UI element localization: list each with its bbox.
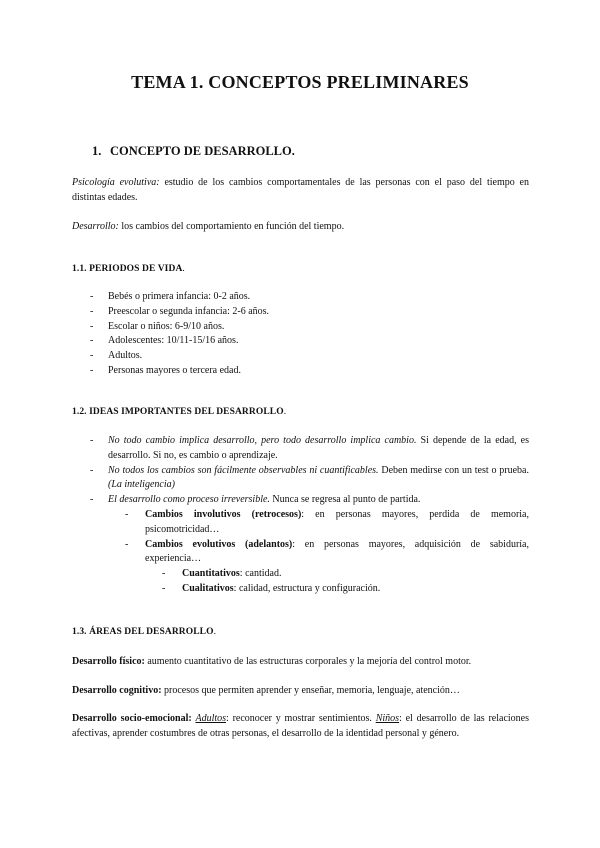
definition-desarrollo bbox=[72, 219, 529, 234]
bullet-dash: - bbox=[90, 435, 94, 446]
list-item bbox=[90, 464, 529, 494]
idea-text: Nunca se regresa al punto de partida. bbox=[269, 494, 421, 506]
text-desarrollo: los cambios del comportamiento en función del tiempo. bbox=[118, 221, 345, 232]
list-item bbox=[162, 582, 529, 597]
bullet-dash: - bbox=[162, 582, 166, 594]
list-item bbox=[125, 538, 529, 597]
list-item bbox=[90, 349, 529, 364]
cuantitativos-label: Cuantitativos bbox=[182, 568, 240, 580]
section-heading-1-1 bbox=[72, 264, 185, 274]
list-item bbox=[162, 567, 529, 582]
adultos-text: : reconocer y mostrar sentimientos. bbox=[226, 713, 376, 724]
area-fisico bbox=[72, 654, 529, 669]
list-item bbox=[90, 364, 529, 379]
bullet-dash: - bbox=[125, 538, 129, 550]
cuantitativos-text: : cantidad. bbox=[239, 568, 282, 580]
cualitativos-label: Cualitativos bbox=[182, 582, 234, 594]
section-label: CONCEPTO DE DESARROLLO. bbox=[110, 144, 295, 158]
heading-text: 1.2. IDEAS IMPORTANTES DEL DESARROLLO bbox=[72, 407, 284, 417]
idea-emphasis: No todos los cambios son fácilmente observables ni cuantificables. bbox=[108, 464, 379, 476]
list-item-text: Adolescentes: 10/11-15/16 años. bbox=[108, 335, 239, 347]
bullet-dash: - bbox=[90, 364, 94, 376]
ninos-label: Niños bbox=[375, 713, 400, 724]
bullet-dash: - bbox=[90, 335, 94, 347]
list-item-text: Preescolar o segunda infancia: 2-6 años. bbox=[108, 305, 270, 317]
list-item bbox=[90, 290, 529, 305]
heading-text: 1.1. PERIODOS DE VIDA bbox=[72, 264, 183, 274]
socio-label: Desarrollo socio-emocional: bbox=[72, 713, 192, 724]
list-item bbox=[90, 434, 529, 464]
definition-psicologia bbox=[72, 175, 529, 205]
bullet-dash: - bbox=[90, 350, 94, 362]
text-psicologia: estudio de los cambios comportamentales de las personas con el paso del tiempo en distintas edades. bbox=[72, 177, 529, 203]
evolutivos-text: : en personas mayores, adquisición de sabiduría, experiencia… bbox=[145, 538, 529, 565]
bullet-dash: - bbox=[90, 494, 94, 506]
periodos-list bbox=[90, 290, 529, 379]
cualitativos-text: : calidad, estructura y configuración. bbox=[233, 582, 381, 594]
bullet-dash: - bbox=[90, 464, 94, 476]
list-item bbox=[90, 320, 529, 335]
evolutivos-sublist bbox=[162, 567, 529, 597]
bullet-dash: - bbox=[90, 320, 94, 332]
bullet-dash: - bbox=[90, 305, 94, 317]
list-item bbox=[90, 305, 529, 320]
section-heading-1-2 bbox=[72, 407, 286, 417]
list-item bbox=[90, 493, 529, 597]
page-title: TEMA 1. CONCEPTOS PRELIMINARES bbox=[131, 72, 469, 92]
list-item-text: Personas mayores o tercera edad. bbox=[108, 364, 241, 376]
involutivos-label: Cambios involutivos (retrocesos) bbox=[145, 508, 302, 520]
ninos-text: : el desarrollo de las relaciones afectivas, aprender costumbres de otras personas, el desarrollo de la identidad personal y género. bbox=[72, 713, 530, 739]
idea-text: Deben medirse con un test o prueba. bbox=[378, 464, 529, 476]
ideas-list bbox=[90, 434, 529, 597]
adultos-label: Adultos bbox=[195, 713, 227, 724]
idea-emphasis: No todo cambio implica desarrollo, pero todo desarrollo implica cambio. bbox=[108, 435, 417, 446]
cognitivo-label: Desarrollo cognitivo: bbox=[72, 685, 162, 696]
cambios-sublist bbox=[125, 508, 529, 597]
bullet-dash: - bbox=[162, 568, 166, 580]
term-desarrollo: Desarrollo: bbox=[72, 221, 119, 232]
bullet-dash: - bbox=[125, 508, 129, 520]
heading-dot: . bbox=[182, 264, 185, 274]
term-psicologia: Psicología evolutiva: bbox=[72, 177, 160, 188]
section-heading-1 bbox=[92, 144, 295, 159]
list-item bbox=[125, 508, 529, 538]
heading-dot: . bbox=[213, 627, 217, 637]
list-item bbox=[90, 334, 529, 349]
section-number: 1. bbox=[92, 144, 102, 158]
idea-text: Si depende de la edad, es desarrollo. Si no, es cambio o aprendizaje. bbox=[108, 435, 529, 461]
cognitivo-text: procesos que permiten aprender y enseñar, memoria, lenguaje, atención… bbox=[161, 685, 460, 696]
list-item-text: Escolar o niños: 6-9/10 años. bbox=[108, 320, 225, 332]
idea-emphasis: El desarrollo como proceso irreversible. bbox=[108, 494, 270, 506]
heading-text: 1.3. ÁREAS DEL DESARROLLO bbox=[72, 627, 214, 637]
involutivos-text: : en personas mayores, perdida de memoria, psicomotricidad… bbox=[145, 508, 529, 535]
list-item-text: Adultos. bbox=[108, 350, 143, 362]
bullet-dash: - bbox=[90, 291, 94, 302]
evolutivos-label: Cambios evolutivos (adelantos) bbox=[145, 538, 293, 550]
fisico-label: Desarrollo físico: bbox=[72, 656, 145, 667]
area-socio-emocional bbox=[72, 711, 529, 741]
idea-example: (La inteligencia) bbox=[108, 479, 175, 491]
heading-dot: . bbox=[283, 407, 287, 417]
section-heading-1-3 bbox=[72, 627, 216, 637]
fisico-text: aumento cuantitativo de las estructuras corporales y la mejoría del control motor. bbox=[144, 656, 472, 667]
list-item-text: Bebés o primera infancia: 0-2 años. bbox=[108, 291, 251, 302]
area-cognitivo bbox=[72, 683, 529, 698]
